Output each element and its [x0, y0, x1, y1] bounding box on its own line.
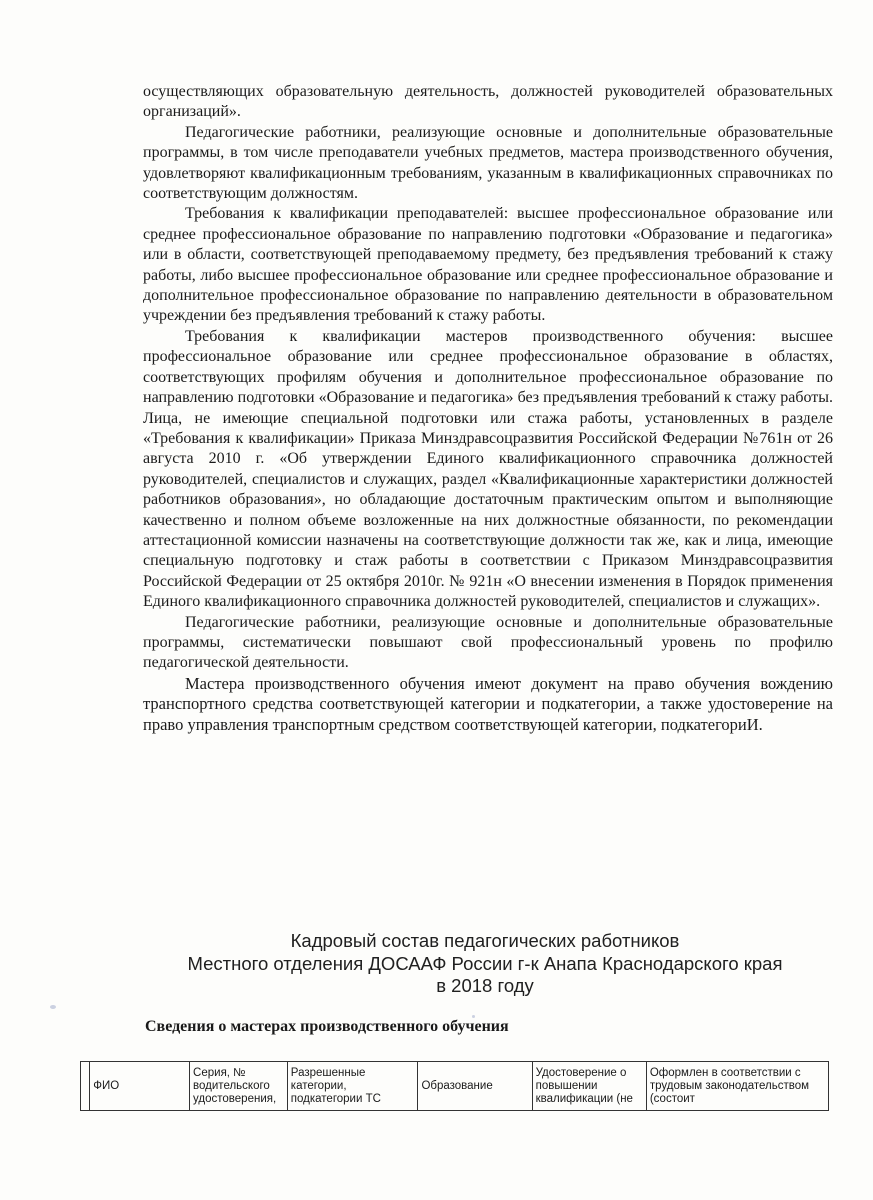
header-cell-number [81, 1062, 90, 1111]
header-cell-education: Образование [418, 1062, 532, 1111]
paragraph: Требования к квалификации преподавателей: высшее профессиональное образование или среднее профессиональное образование по направлению подготовки «Образование и педагогика» или в области, соответствующей преподаваемому предмету, без предъявления требований к стажу работы, либо высшее профессиональное образование или среднее профессиональное образование и дополнительное профессиональное образование по направлению деятельности в образовательном учреждении без предъявления требований к стажу работы. [143, 205, 833, 325]
paragraph: Педагогические работники, реализующие основные и дополнительные образовательные программы, в том числе преподаватели учебных предметов, мастера производственного обучения, удовлетворяют квалификационным требованиям, указанным в квалификационных справочниках по соответствующим должностям. [143, 123, 833, 203]
paragraph: Педагогические работники, реализующие основные и дополнительные образовательные программы, систематически повышают свой профессиональный уровень по профилю педагогической деятельности. [143, 613, 833, 672]
table-caption: Сведения о мастерах производственного обучения [145, 1018, 509, 1035]
header-cell-employment: Оформлен в соответствии с трудовым законодательством (состоит [646, 1062, 828, 1111]
scan-speck [50, 1005, 56, 1009]
paragraph: осуществляющих образовательную деятельность, должностей руководителей образовательных организаций». [143, 83, 833, 121]
header-cell-fio: ФИО [90, 1062, 190, 1111]
body-text [143, 82, 833, 735]
title-line: Кадровый состав педагогических работников [290, 930, 680, 951]
paragraph: Мастера производственного обучения имеют документ на право обучения вождению транспортного средства соответствующей категории и подкатегории, а также удостоверение на право управления транспортным средством соответствующей категории, подкатегориИ. [143, 673, 833, 734]
header-cell-categories: Разрешенные категории, подкатегории ТС [287, 1062, 418, 1111]
title-line: Местного отделения ДОСААФ России г-к Анапа Краснодарского края [187, 952, 783, 974]
title-line: в 2018 году [436, 975, 534, 996]
scan-speck [472, 1015, 475, 1018]
section-title [120, 930, 850, 998]
staff-table [80, 1061, 829, 1111]
paragraph: Требования к квалификации мастеров производственного обучения: высшее профессиональное образование или среднее профессиональное образование в областях, соответствующих профилям обучения и дополнительное профессиональное образование по направлению подготовки «Образование и педагогика» без предъявления требований к стажу работы. Лица, не имеющие специальной подготовки или стажа работы, установленных в разделе «Требования к квалификации» Приказа Минздравсоцразвития Российской Федерации №761н от 26 августа 2010 г. «Об утверждении Единого квалификационного справочника должностей руководителей, специалистов и служащих, раздел «Квалификационные характеристики должностей работников образования», но обладающие достаточным практическим опытом и выполняющие качественно и полном объеме возложенные на них должностные обязанности, по рекомендации аттестационной комиссии назначены на соответствующие должности так же, как и лица, имеющие специальную подготовку и стаж работы в соответствии с Приказом Минздравсоцразвития Российской Федерации от 25 октября 2010г. № 921н «О внесении изменения в Порядок применения Единого квалификационного справочника должностей руководителей, специалистов и служащих». [143, 327, 833, 611]
header-cell-license: Серия, № водительского удостоверения, [190, 1062, 288, 1111]
table-header-row [81, 1062, 829, 1111]
header-cell-certificate: Удостоверение о повышении квалификации (не [532, 1062, 646, 1111]
